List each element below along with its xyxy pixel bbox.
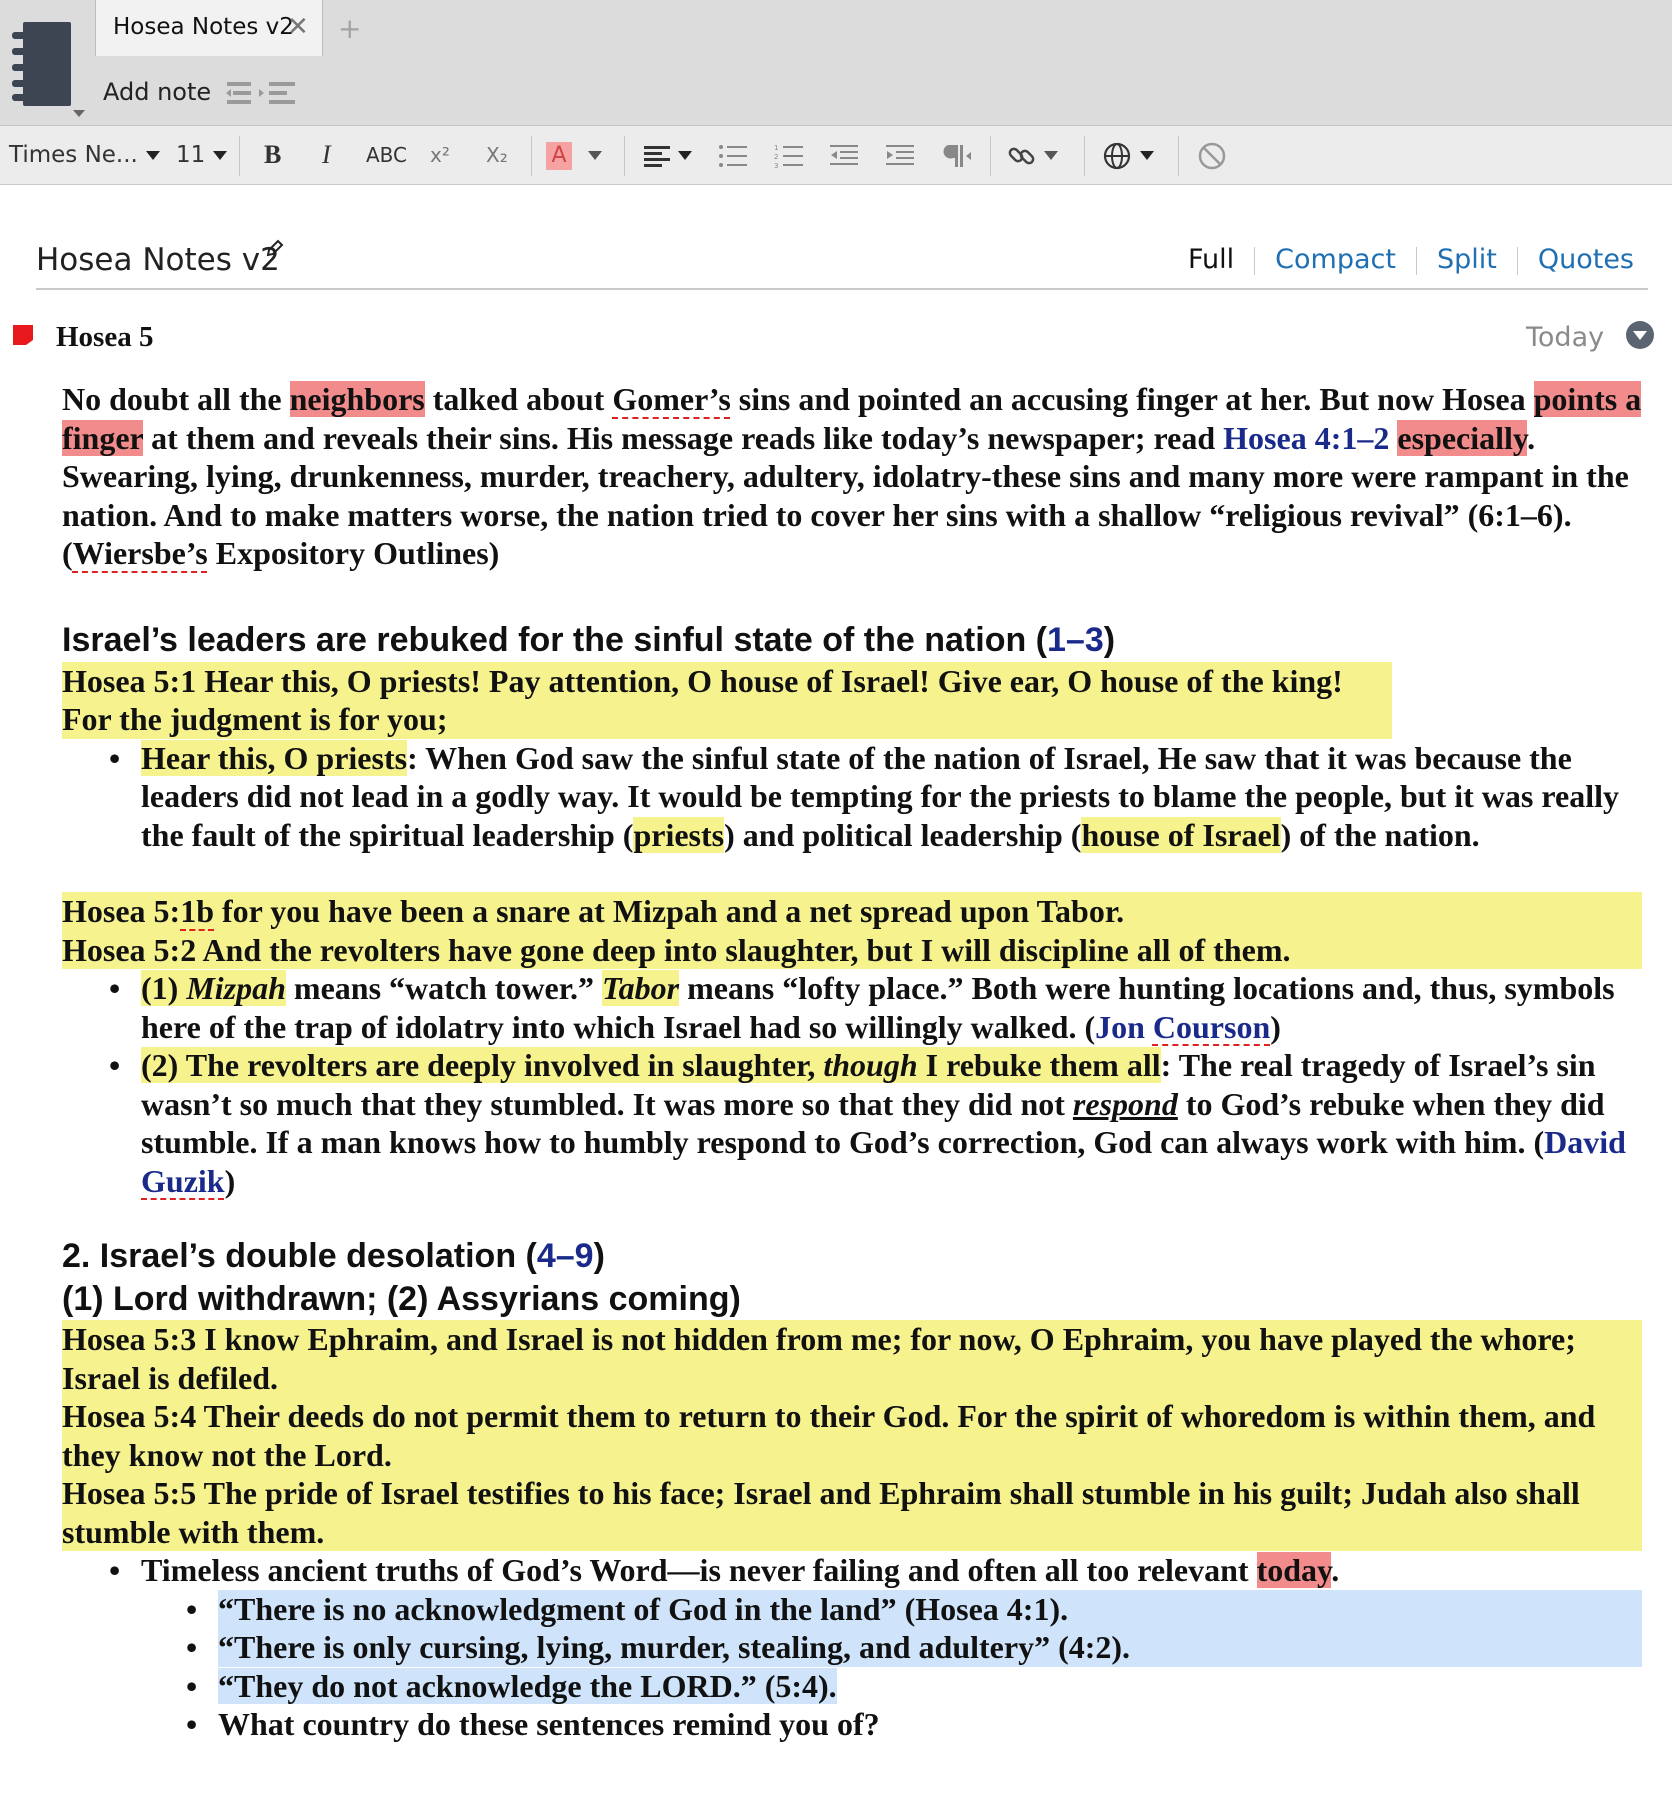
intro-paragraph: No doubt all the neighbors talked about Gomer’s sins and pointed an accusing finger at her. But now Hosea points a finger at them and reveals their sins. His message reads like today’s newspaper; read Hosea 4:1–2 especially. Swearing, lying, drunkenness, murder, treachery, adultery, idolatry-these sins and many more were rampant in the nation. And to make matters worse, the nation tried to cover her sins with a shallow “religious revival” (6:1–6). (Wiersbe’s Expository Outlines) xyxy=(62,381,1642,571)
numbered-list-button[interactable] xyxy=(774,126,804,184)
tab-label: Hosea Notes v2 xyxy=(113,14,294,40)
chevron-down-icon xyxy=(1044,151,1058,160)
list-item: • “They do not acknowledge the LORD.” (5:4). xyxy=(218,1667,1642,1706)
section-heading: Israel’s leaders are rebuked for the sinful state of the nation (1–3) xyxy=(62,620,1116,659)
text-color-icon: A xyxy=(546,142,572,170)
svg-text:2: 2 xyxy=(774,152,779,161)
commentary-list xyxy=(62,969,1642,1200)
svg-text:1: 1 xyxy=(774,143,779,152)
verse-range-link[interactable]: 4–9 xyxy=(536,1237,594,1275)
format-toolbar xyxy=(0,126,1672,185)
paragraph-direction-icon xyxy=(942,143,972,169)
document-title[interactable]: Hosea Notes v2 xyxy=(36,242,280,278)
numbered-list-icon xyxy=(774,143,804,169)
author-link[interactable]: Guzik xyxy=(141,1162,225,1199)
font-size-value: 11 xyxy=(176,142,206,168)
list-item: • “There is no acknowledgment of God in the land” (Hosea 4:1). xyxy=(218,1590,1642,1629)
text-direction-button[interactable] xyxy=(942,126,972,184)
commentary-list xyxy=(62,1551,1642,1590)
link-button[interactable] xyxy=(1006,126,1058,184)
font-size-select[interactable] xyxy=(176,126,227,184)
toolbar-divider xyxy=(624,136,625,176)
toolbar-divider xyxy=(239,136,240,176)
italic-button[interactable]: I xyxy=(322,140,331,169)
author-link[interactable]: Courson xyxy=(1152,1008,1271,1045)
note-menu-chevron-icon[interactable] xyxy=(1626,321,1654,349)
view-quotes[interactable]: Quotes xyxy=(1537,244,1634,275)
commentary-list xyxy=(62,739,1642,855)
view-compact[interactable]: Compact xyxy=(1275,244,1396,275)
flag-icon[interactable] xyxy=(12,324,34,346)
bullet-list-button[interactable] xyxy=(718,126,748,184)
list-item: • Hear this, O priests: When God saw the sinful state of the nation of Israel, He saw that it was because the leaders did not lead in a godly way. It would be tempting for the priests to blame the people, but it was really the fault of the spiritual leadership (priests) and political leadership (house of Israel) of the nation. xyxy=(141,739,1642,855)
no-entry-icon xyxy=(1197,141,1227,171)
outdent-icon xyxy=(830,143,860,169)
link-icon xyxy=(1006,141,1038,171)
section-subheading: (1) Lord withdrawn; (2) Assyrians coming) xyxy=(62,1280,741,1318)
chevron-down-icon xyxy=(213,151,227,160)
verse-block: Hosea 5:1 Hear this, O priests! Pay attention, O house of Israel! Give ear, O house of the king! For the judgment is for you; xyxy=(62,662,1392,739)
new-tab-button[interactable]: + xyxy=(338,12,362,45)
font-family-select[interactable] xyxy=(9,126,160,184)
note-body[interactable] xyxy=(62,380,1642,1744)
small-caps-button[interactable]: ABC xyxy=(366,143,408,167)
list-item: • “There is only cursing, lying, murder, stealing, and adultery” (4:2). xyxy=(218,1628,1642,1667)
author-link[interactable]: David xyxy=(1544,1124,1626,1160)
verse-block: Hosea 5:1b for you have been a snare at Mizpah and a net spread upon Tabor. Hosea 5:2 And the revolters have gone deep into slaughter, but I will discipline all of them. xyxy=(62,892,1642,969)
toolbar-divider xyxy=(531,136,532,176)
chevron-down-icon[interactable] xyxy=(73,110,85,117)
bullet-list-icon xyxy=(718,143,748,169)
notebook-header xyxy=(0,0,1672,126)
font-family-value: Times Ne... xyxy=(9,142,138,168)
add-note-button[interactable]: Add note xyxy=(103,78,212,106)
chevron-down-icon xyxy=(678,151,692,160)
quote-list xyxy=(62,1590,1642,1744)
chevron-down-icon xyxy=(1140,151,1154,160)
list-item: • Timeless ancient truths of God’s Word—is never failing and often all too relevant today. xyxy=(141,1551,1642,1590)
indent-icon xyxy=(886,143,916,169)
view-full[interactable]: Full xyxy=(1188,244,1235,275)
align-button[interactable] xyxy=(644,126,692,184)
close-icon[interactable]: ✕ xyxy=(287,12,309,42)
view-split[interactable]: Split xyxy=(1436,244,1497,275)
outdent-indent-icon[interactable] xyxy=(225,78,297,108)
author-link[interactable]: Jon xyxy=(1095,1008,1145,1045)
toolbar-divider xyxy=(990,136,991,176)
pencil-icon[interactable] xyxy=(265,238,285,258)
text-color-button[interactable] xyxy=(546,126,602,184)
superscript-button[interactable]: x² xyxy=(430,143,450,167)
chevron-down-icon xyxy=(146,151,160,160)
note-title[interactable]: Hosea 5 xyxy=(56,321,154,353)
indent-button[interactable] xyxy=(886,126,916,184)
clear-format-button[interactable] xyxy=(1197,126,1227,184)
tab-hosea-notes[interactable] xyxy=(95,0,323,56)
language-button[interactable] xyxy=(1102,126,1154,184)
toolbar-divider xyxy=(1084,136,1085,176)
chevron-down-icon xyxy=(588,151,602,160)
list-item: • What country do these sentences remind you of? xyxy=(218,1705,1642,1744)
bible-reference-link[interactable]: Hosea 4:1–2 xyxy=(1223,419,1390,456)
verse-block: Hosea 5:3 I know Ephraim, and Israel is not hidden from me; for now, O Ephraim, you have played the whore; Israel is defiled. Hosea 5:4 Their deeds do not permit them to return to their God. For the spirit of whoredom is within them, and they know not the Lord. Hosea 5:5 The pride of Israel testifies to his face; Israel and Ephraim shall stumble in his guilt; Judah also shall stumble with them. xyxy=(62,1320,1642,1551)
bold-button[interactable]: B xyxy=(264,140,282,169)
divider xyxy=(36,288,1648,290)
note-date: Today xyxy=(1526,322,1605,353)
globe-icon xyxy=(1102,141,1132,171)
outdent-button[interactable] xyxy=(830,126,860,184)
subscript-button[interactable]: X₂ xyxy=(486,143,508,167)
notebook-icon[interactable] xyxy=(9,22,71,106)
view-switcher xyxy=(1188,244,1634,275)
list-item: • (1) Mizpah means “watch tower.” Tabor means “lofty place.” Both were hunting locations and, thus, symbols here of the trap of idolatry into which Israel had so willingly walked. (Jon Courson) xyxy=(141,969,1642,1046)
align-left-icon xyxy=(644,144,672,168)
section-heading: 2. Israel’s double desolation (4–9) xyxy=(62,1237,605,1275)
svg-text:3: 3 xyxy=(774,161,779,169)
list-item: • (2) The revolters are deeply involved in slaughter, though I rebuke them all: The real tragedy of Israel’s sin wasn’t so much that they stumbled. It was more so that they did not respond to God’s rebuke when they did stumble. If a man knows how to humbly respond to God’s correction, God can always work with him. (David Guzik) xyxy=(141,1046,1642,1200)
verse-range-link[interactable]: 1–3 xyxy=(1047,620,1104,659)
toolbar-divider xyxy=(1178,136,1179,176)
